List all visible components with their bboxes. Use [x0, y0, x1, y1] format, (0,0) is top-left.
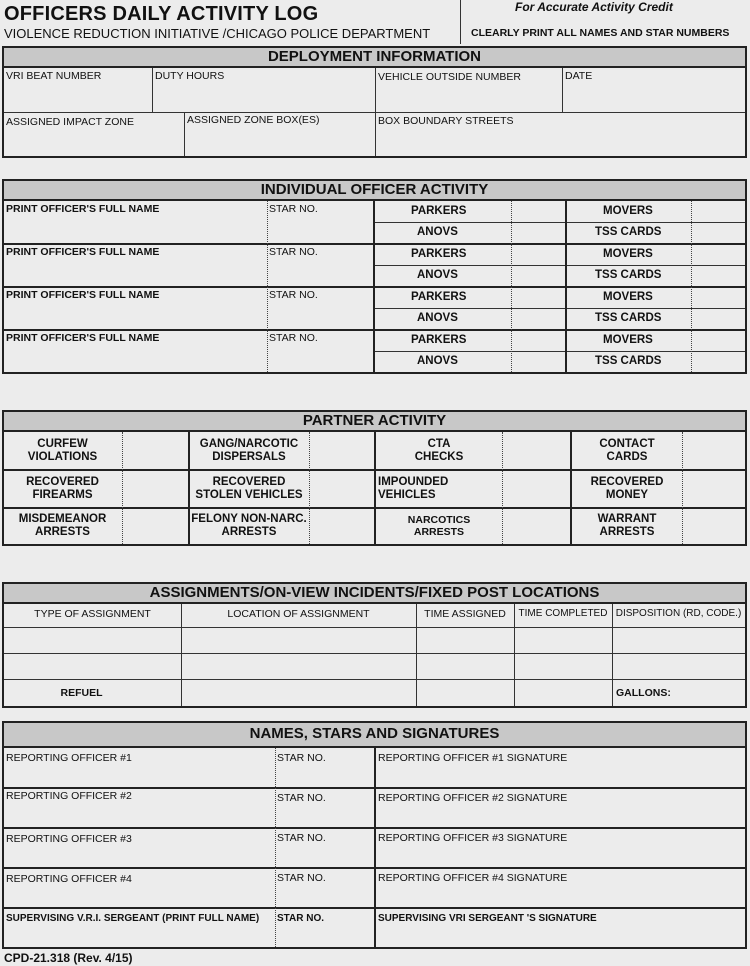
anovs-label: ANOVS [417, 269, 458, 281]
officer-star-label: STAR NO. [269, 203, 318, 215]
deployment-section [2, 46, 747, 158]
parkers-field[interactable] [375, 244, 511, 265]
gang-narcotic-dispersals-field[interactable] [190, 432, 308, 469]
impact-zone-field[interactable] [4, 113, 184, 156]
recovered-firearms-label: RECOVERED FIREARMS [26, 475, 99, 501]
parkers-label: PARKERS [411, 248, 467, 260]
officer-name-field[interactable] [4, 287, 267, 329]
zone-box-field[interactable] [185, 113, 375, 156]
officer-name-field[interactable] [4, 201, 267, 243]
assignment-row[interactable] [4, 654, 745, 679]
zone-box-label: ASSIGNED ZONE BOX(ES) [187, 114, 320, 126]
misdemeanor-arrests-label: MISDEMEANOR ARRESTS [18, 513, 107, 538]
signatures-section [2, 721, 747, 949]
boundary-field[interactable] [376, 113, 745, 156]
officer-name-label: PRINT OFFICER'S FULL NAME [6, 203, 160, 215]
movers-label: MOVERS [603, 291, 653, 303]
deployment-heading: DEPLOYMENT INFORMATION [4, 48, 745, 68]
vri-beat-field[interactable] [4, 68, 152, 112]
col-time-assigned: TIME ASSIGNED [424, 608, 506, 620]
reporting-officer-3-star-label: STAR NO. [277, 832, 326, 844]
movers-field[interactable] [567, 330, 691, 351]
movers-field[interactable] [567, 244, 691, 265]
partner-section [2, 410, 747, 546]
anovs-label: ANOVS [417, 226, 458, 238]
reporting-officer-4-label: REPORTING OFFICER #4 [6, 873, 132, 885]
duty-hours-label: DUTY HOURS [155, 70, 225, 82]
anovs-field[interactable] [375, 222, 511, 243]
gallons-label: GALLONS: [616, 686, 671, 699]
sergeant-star-label: STAR NO. [277, 913, 325, 924]
duty-hours-field[interactable] [153, 68, 375, 112]
officer-star-label: STAR NO. [269, 246, 318, 258]
officer-star-field[interactable] [267, 201, 373, 243]
recovered-stolen-vehicles-field[interactable] [190, 470, 308, 507]
warrant-arrests-field[interactable] [572, 508, 682, 544]
cta-checks-label: CTA CHECKS [414, 437, 464, 463]
boundary-label: BOX BOUNDARY STREETS [378, 115, 514, 127]
warrant-arrests-label: WARRANT ARRESTS [597, 513, 657, 538]
reporting-officer-3-label: REPORTING OFFICER #3 [6, 833, 132, 845]
impact-zone-label: ASSIGNED IMPACT ZONE [6, 116, 134, 128]
officer-name-field[interactable] [4, 244, 267, 286]
reporting-officer-2-signature-label: REPORTING OFFICER #2 SIGNATURE [378, 792, 568, 804]
reporting-officer-1-signature-label: REPORTING OFFICER #1 SIGNATURE [378, 752, 568, 764]
parkers-label: PARKERS [411, 291, 467, 303]
date-label: DATE [565, 70, 593, 82]
recovered-money-field[interactable] [572, 470, 682, 507]
col-type-of-assignment: TYPE OF ASSIGNMENT [34, 608, 151, 620]
officer-star-field[interactable] [267, 244, 373, 286]
tss-cards-label: TSS CARDS [595, 312, 662, 324]
officer-star-label: STAR NO. [269, 289, 318, 301]
movers-label: MOVERS [603, 334, 653, 346]
reporting-officer-2-field[interactable] [4, 788, 275, 827]
reporting-officer-4-field[interactable] [4, 868, 275, 907]
tss-cards-label: TSS CARDS [595, 269, 662, 281]
officer-star-field[interactable] [267, 287, 373, 329]
movers-field[interactable] [567, 201, 691, 222]
reporting-officer-1-star-label: STAR NO. [277, 752, 326, 764]
vri-beat-label: VRI BEAT NUMBER [6, 70, 102, 82]
form-title: OFFICERS DAILY ACTIVITY LOG [4, 3, 319, 25]
felony-non-narc-arrests-field[interactable] [190, 508, 308, 544]
anovs-label: ANOVS [417, 355, 458, 367]
individual-heading: INDIVIDUAL OFFICER ACTIVITY [4, 181, 745, 201]
parkers-field[interactable] [375, 201, 511, 222]
impounded-vehicles-field[interactable] [376, 470, 502, 507]
assignments-section [2, 582, 747, 708]
officer-star-label: STAR NO. [269, 332, 318, 344]
impounded-vehicles-label: IMPOUNDED VEHICLES [378, 475, 449, 501]
gallons-field[interactable] [612, 680, 745, 706]
col-time-completed: TIME COMPLETED [518, 608, 608, 619]
tss-cards-field[interactable] [567, 351, 691, 372]
officer-name-label: PRINT OFFICER'S FULL NAME [6, 289, 160, 301]
sergeant-signature-field[interactable] [376, 908, 745, 947]
reporting-officer-1-signature-field[interactable] [376, 748, 745, 787]
parkers-field[interactable] [375, 287, 511, 308]
officer-name-label: PRINT OFFICER'S FULL NAME [6, 332, 160, 344]
parkers-field[interactable] [375, 330, 511, 351]
vehicle-field[interactable] [376, 68, 562, 112]
reporting-officer-4-star-field[interactable] [275, 868, 374, 907]
curfew-violations-label: CURFEW VIOLATIONS [27, 437, 98, 463]
individual-section [2, 179, 747, 374]
col-disposition: DISPOSITION (RD, CODE.) [615, 608, 742, 619]
misdemeanor-arrests-field[interactable] [4, 508, 121, 544]
col-location-of-assignment: LOCATION OF ASSIGNMENT [227, 608, 370, 620]
vehicle-label: VEHICLE OUTSIDE NUMBER [378, 71, 521, 83]
sergeant-name-label: SUPERVISING V.R.I. SERGEANT (PRINT FULL NAME) [6, 913, 260, 924]
signatures-heading: NAMES, STARS AND SIGNATURES [4, 723, 745, 748]
felony-non-narc-arrests-label: FELONY NON-NARC. ARRESTS [191, 513, 307, 538]
reporting-officer-3-star-field[interactable] [275, 828, 374, 867]
reporting-officer-1-star-field[interactable] [275, 748, 374, 787]
parkers-label: PARKERS [411, 334, 467, 346]
anovs-field[interactable] [375, 351, 511, 372]
assignments-heading: ASSIGNMENTS/ON-VIEW INCIDENTS/FIXED POST LOCATIONS [4, 584, 745, 604]
reporting-officer-2-signature-field[interactable] [376, 788, 745, 827]
credit-note: For Accurate Activity Credit [515, 0, 673, 14]
form-subtitle: VIOLENCE REDUCTION INITIATIVE /CHICAGO POLICE DEPARTMENT [4, 26, 431, 41]
officer-name-field[interactable] [4, 330, 267, 372]
reporting-officer-1-label: REPORTING OFFICER #1 [6, 752, 132, 764]
recovered-money-label: RECOVERED MONEY [590, 475, 664, 501]
form-number: CPD-21.318 (Rev. 4/15) [4, 951, 133, 965]
tss-cards-field[interactable] [567, 265, 691, 286]
contact-cards-label: CONTACT CARDS [599, 437, 655, 463]
anovs-field[interactable] [375, 265, 511, 286]
tss-cards-label: TSS CARDS [595, 355, 662, 367]
movers-label: MOVERS [603, 248, 653, 260]
tss-cards-field[interactable] [567, 308, 691, 329]
print-note: CLEARLY PRINT ALL NAMES AND STAR NUMBERS [471, 27, 730, 39]
cta-checks-field[interactable] [376, 432, 502, 469]
reporting-officer-2-star-field[interactable] [275, 788, 374, 827]
header-divider [460, 0, 461, 44]
reporting-officer-3-field[interactable] [4, 828, 275, 867]
movers-field[interactable] [567, 287, 691, 308]
reporting-officer-2-label: REPORTING OFFICER #2 [6, 790, 132, 802]
curfew-violations-field[interactable] [4, 432, 121, 469]
recovered-firearms-field[interactable] [4, 470, 121, 507]
sergeant-star-field[interactable] [275, 908, 374, 947]
narcotics-arrests-field[interactable] [376, 508, 502, 544]
reporting-officer-1-field[interactable] [4, 748, 275, 787]
partner-heading: PARTNER ACTIVITY [4, 412, 745, 432]
reporting-officer-4-signature-label: REPORTING OFFICER #4 SIGNATURE [378, 872, 568, 884]
reporting-officer-4-star-label: STAR NO. [277, 872, 326, 884]
parkers-label: PARKERS [411, 205, 467, 217]
anovs-field[interactable] [375, 308, 511, 329]
recovered-stolen-vehicles-label: RECOVERED STOLEN VEHICLES [195, 475, 303, 501]
sergeant-name-field[interactable] [4, 908, 275, 947]
officer-name-label: PRINT OFFICER'S FULL NAME [6, 246, 160, 258]
reporting-officer-2-star-label: STAR NO. [277, 792, 326, 804]
narcotics-arrests-label: NARCOTICS ARRESTS [407, 514, 471, 538]
assignment-row[interactable] [4, 628, 745, 653]
tss-cards-label: TSS CARDS [595, 226, 662, 238]
officer-star-field[interactable] [267, 330, 373, 372]
reporting-officer-4-signature-field[interactable] [376, 868, 745, 907]
date-field[interactable] [563, 68, 745, 112]
tss-cards-field[interactable] [567, 222, 691, 243]
reporting-officer-3-signature-field[interactable] [376, 828, 745, 867]
gang-narcotic-dispersals-label: GANG/NARCOTIC DISPERSALS [199, 437, 299, 463]
movers-label: MOVERS [603, 205, 653, 217]
anovs-label: ANOVS [417, 312, 458, 324]
sergeant-signature-label: SUPERVISING VRI SERGEANT 'S SIGNATURE [378, 913, 597, 924]
reporting-officer-3-signature-label: REPORTING OFFICER #3 SIGNATURE [378, 832, 568, 844]
contact-cards-field[interactable] [572, 432, 682, 469]
refuel-label: REFUEL [60, 687, 103, 699]
